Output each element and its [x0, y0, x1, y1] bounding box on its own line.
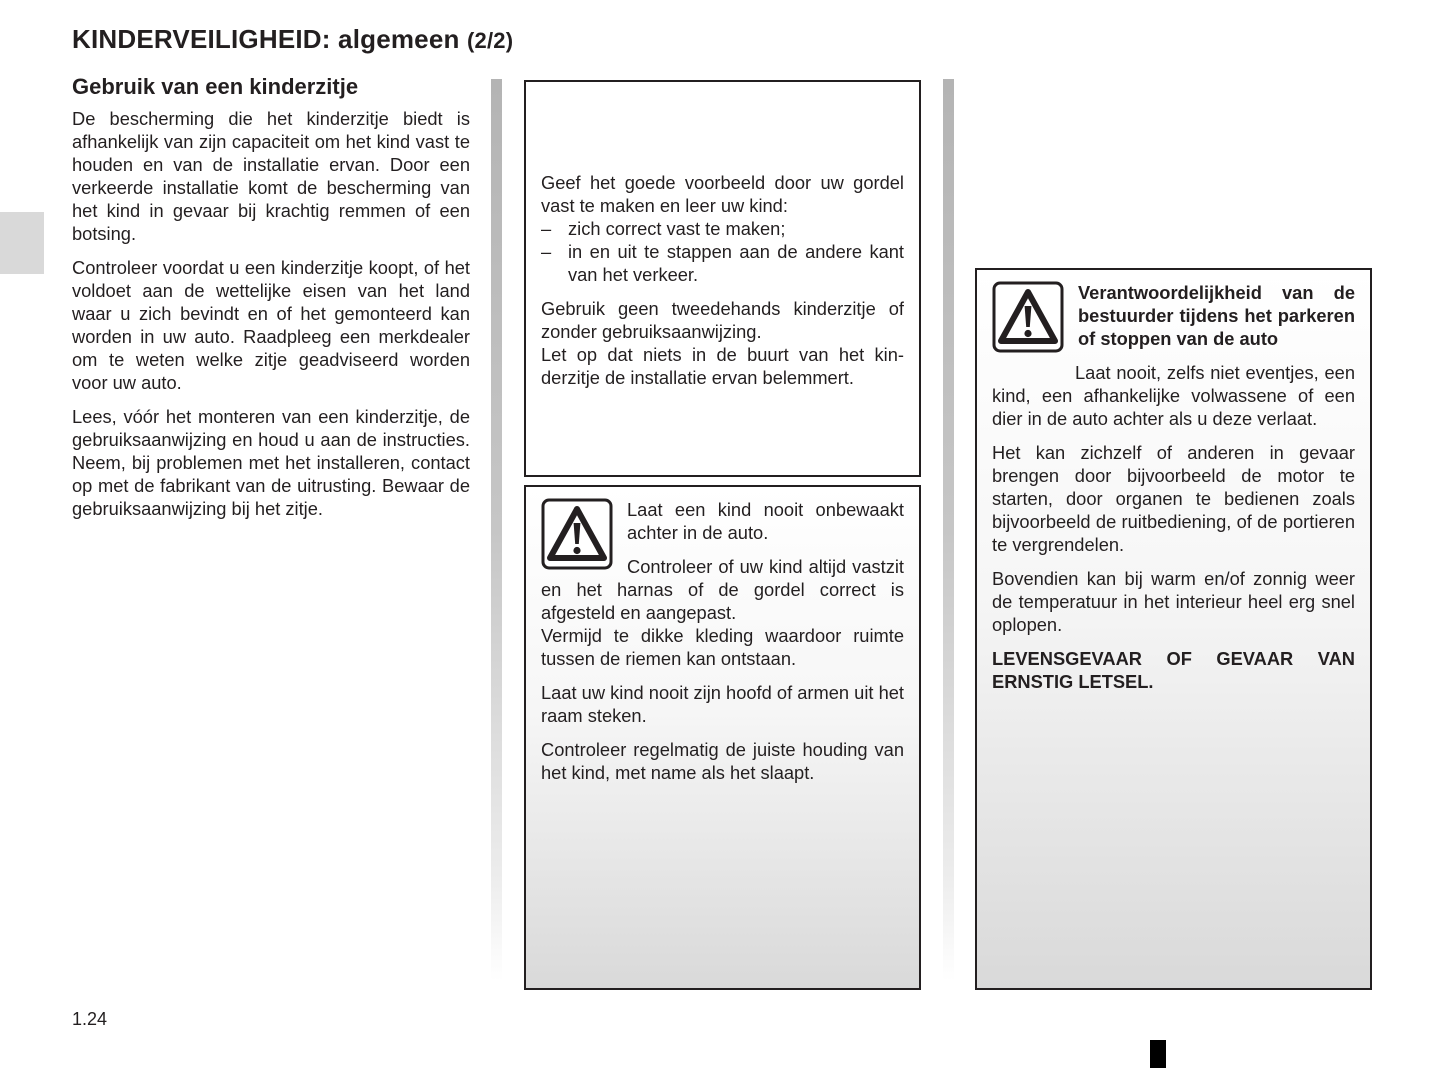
warning-triangle-icon [992, 281, 1064, 353]
warning-thick-clothing: Vermijd te dikke kleding waardoor ruimte tussen de riemen kan ontstaan. [541, 625, 904, 669]
page-title [72, 24, 513, 55]
warning-triangle-icon [541, 498, 613, 570]
warning-temperature: Bovendien kan bij warm en/of zonnig weer de temperatuur in het interieur heel erg snel oplopen. [992, 568, 1355, 635]
page-title-part: (2/2) [467, 28, 514, 53]
warning-box-driver [975, 268, 1372, 990]
example-installation-obstruction: Let op dat niets in de buurt van het kinderzitje de installatie ervan belemmert. [541, 344, 904, 388]
column-divider-right [943, 79, 954, 981]
warning-box-child [524, 485, 921, 990]
section-heading: Gebruik van een kinderzitje [72, 74, 359, 99]
dash-bullet: – [541, 241, 552, 262]
dash-bullet: – [541, 218, 552, 239]
driver-responsibility-heading: Verantwoordelijkheid van de bestuurder tijdens het parkeren of stoppen van de auto [1078, 282, 1355, 349]
example-secondhand-seat: Gebruik geen tweedehands kinderzitje of zonder gebruiksaanwijzing. [541, 298, 904, 342]
warning-check-posture: Controleer regelmatig de juiste houding van het kind, met name als het slaapt. [541, 739, 904, 783]
paragraph-read-instructions: Lees, vóór het monteren van een kinderzitje, de gebruiksaanwijzing en houd u aan de instructies. Neem, bij problemen met het installeren, contact op met de fabrikant van de uitrusting. Bewaar de gebruiksaanwijzing bij het zitje. [72, 406, 470, 519]
list-item [541, 217, 904, 240]
list-item [541, 240, 904, 286]
column-divider-left [491, 79, 502, 981]
page-edge-marker [1150, 1040, 1166, 1068]
column-child-seat-usage [72, 74, 470, 531]
example-intro: Geef het goede voorbeeld door uw gordel vast te maken en leer uw kind: [541, 172, 904, 216]
warning-never-unattended: Laat een kind nooit onbewaakt achter in de auto. [627, 499, 904, 543]
warning-check-harness: Controleer of uw kind altijd vastzit en het harnas of de gordel correct is afgesteld en aangepast. [541, 556, 904, 623]
list-item-text: zich correct vast te maken; [568, 218, 786, 239]
warning-danger-controls: Het kan zichzelf of anderen in gevaar brengen door bijvoorbeeld de motor te starten, door organen te bedienen zoals bijvoorbeeld de ruitbediening, of de portieren te vergrendelen. [992, 442, 1355, 555]
paragraph-protection: De bescherming die het kinderzitje biedt is afhankelijk van zijn capaciteit om het kind vast te houden en van de installatie ervan. Door een verkeerde installatie komt de bescherming van het kind in gevaar bij krachtig remmen of een botsing. [72, 108, 470, 244]
page-title-main: KINDERVEILIGHEID: algemeen [72, 24, 460, 54]
paragraph-check-before-buying: Controleer voordat u een kinderzitje koopt, of het voldoet aan de wettelijke eisen van het land waar u zich bevindt en of het gemonteerd kan worden in uw auto. Raadpleeg een merkdealer om te weten welke zitje geadviseerd worden voor uw auto. [72, 257, 470, 393]
warning-head-arms-window: Laat uw kind nooit zijn hoofd of armen uit het raam steken. [541, 682, 904, 726]
example-box [524, 80, 921, 477]
list-item-text: in en uit te stappen aan de andere kant van het verkeer. [568, 241, 904, 285]
section-tab [0, 212, 44, 274]
page-number: 1.24 [72, 1009, 108, 1029]
warning-mortal-danger: LEVENSGEVAAR OF GEVAAR VAN ERNSTIG LETSEL. [992, 648, 1355, 692]
warning-never-leave: Laat nooit, zelfs niet eventjes, een kind, een afhankelijke volwassene of een dier in de auto achter als u deze verlaat. [992, 362, 1355, 429]
